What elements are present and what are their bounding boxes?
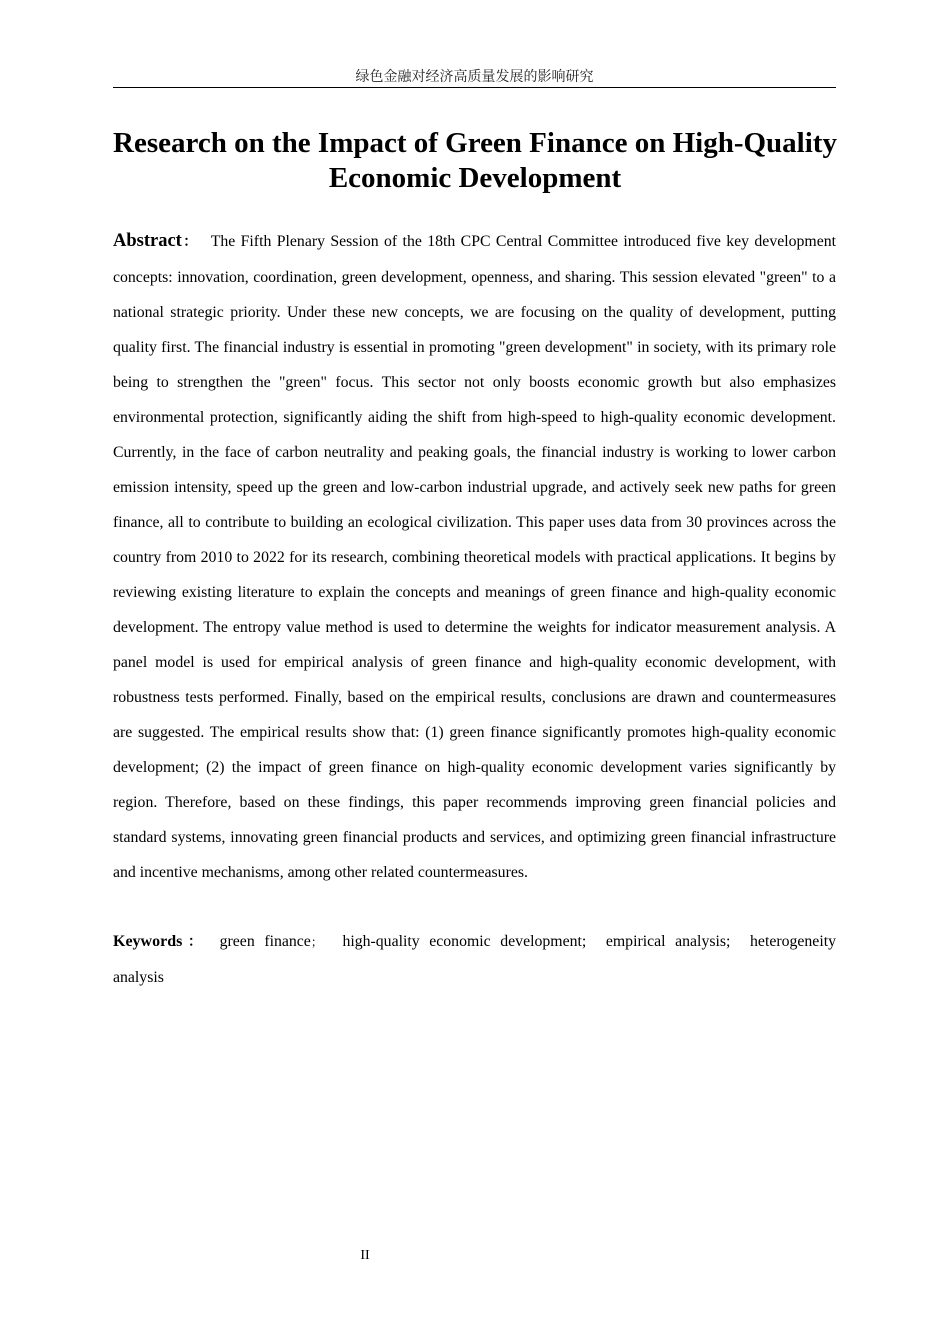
abstract-label: Abstract xyxy=(113,231,182,251)
keyword-item: green finance xyxy=(219,933,311,950)
keyword-separator: ; xyxy=(726,933,731,950)
running-header: 绿色金融对经济高质量发展的影响研究 xyxy=(355,69,594,85)
keywords-paragraph xyxy=(113,924,836,995)
keyword-item: high-quality economic development xyxy=(342,933,582,950)
abstract-text: The Fifth Plenary Session of the 18th CPC Central Committee introduced five key development concepts: innovation, coordination, green development, openness, and sharing. This session elevated "green" to a national strategic priority. Under these new concepts, we are focusing on the quality of development, putting quality first. The financial industry is essential in promoting "green development" in society, with its primary role being to strengthen the "green" focus. This sector not only boosts economic growth but also emphasizes environmental protection, significantly aiding the shift from high-speed to high-quality economic development. Currently, in the face of carbon neutrality and peaking goals, the financial industry is working to lower carbon emission intensity, speed up the green and low-carbon industrial upgrade, and actively seek new paths for green finance, all to contribute to building an ecological civilization. This paper uses data from 30 provinces across the country from 2010 to 2022 for its research, combining theoretical models with practical applications. It begins by reviewing existing literature to explain the concepts and meanings of green finance and high-quality economic development. The entropy value method is used to determine the weights for indicator measurement analysis. A panel model is used for empirical analysis of green finance and high-quality economic development, with robustness tests performed. Finally, based on the empirical results, conclusions are drawn and countermeasures are suggested. The empirical results show that: (1) green finance significantly promotes high-quality economic development; (2) the impact of green finance on high-quality economic development varies significantly by region. Therefore, based on these findings, this paper recommends improving green financial policies and standard systems, innovating green financial products and services, and optimizing green financial infrastructure and incentive mechanisms, among other related countermeasures. xyxy=(113,233,837,881)
page-number: II xyxy=(360,1248,370,1263)
keywords-colon: ： xyxy=(182,934,208,950)
keywords-label: Keywords xyxy=(113,933,183,950)
paper-title: Research on the Impact of Green Finance on High-Quality Economic Development xyxy=(113,127,837,194)
keyword-separator: ； xyxy=(310,935,323,949)
keyword-separator: ; xyxy=(581,933,587,950)
abstract-paragraph xyxy=(113,224,836,890)
keyword-item: heterogeneity analysis xyxy=(113,933,836,986)
header-rule xyxy=(113,87,836,88)
keyword-item: empirical analysis xyxy=(605,933,727,950)
abstract-colon: ： xyxy=(181,234,199,250)
